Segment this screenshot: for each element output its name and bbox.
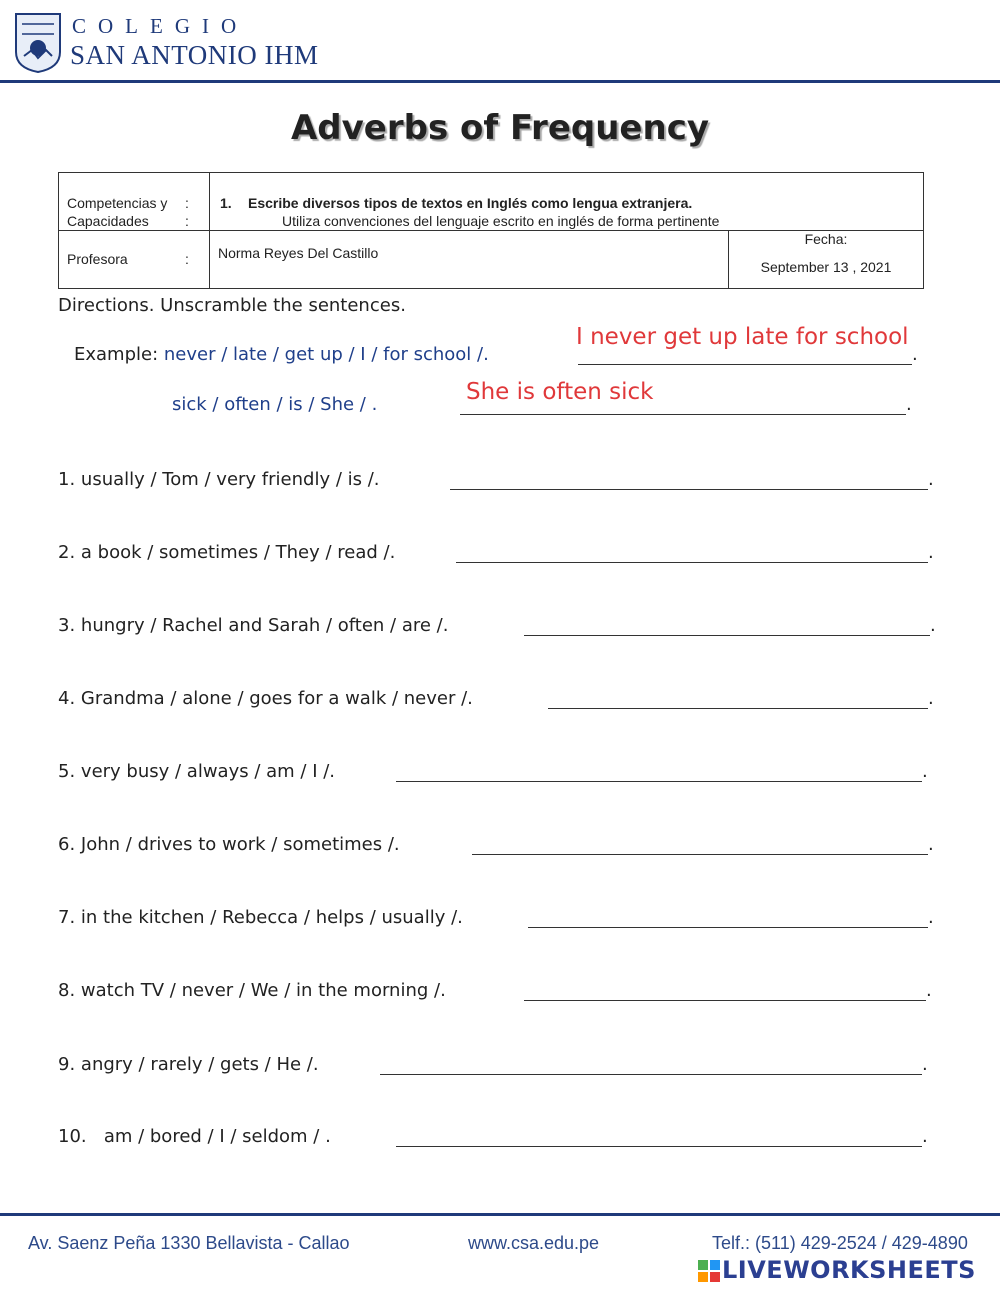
line-end: .	[928, 688, 934, 709]
item-number: 2.	[58, 542, 76, 563]
line-end: .	[930, 615, 936, 636]
item-text: John / drives to work / sometimes /.	[80, 834, 400, 855]
footer-phone: Telf.: (511) 429-2524 / 429-4890	[712, 1233, 968, 1253]
example-row-1	[74, 344, 489, 365]
item-text: hungry / Rachel and Sarah / often / are /.	[80, 615, 449, 636]
fecha-label: Fecha:	[804, 231, 848, 247]
competencia-number: 1.	[220, 195, 232, 211]
item-number: 10.	[58, 1126, 87, 1147]
example-answer-line-1	[578, 364, 912, 365]
school-crest-icon	[14, 12, 62, 74]
answer-line-10[interactable]	[396, 1146, 922, 1147]
item-text: watch TV / never / We / in the morning /.	[80, 980, 446, 1001]
item-text: angry / rarely / gets / He /.	[80, 1054, 319, 1075]
info-table	[58, 172, 924, 289]
liveworksheets-brand[interactable]: LIVEWORKSHEETS	[722, 1256, 976, 1284]
answer-line-5[interactable]	[396, 781, 922, 782]
footer-address: Av. Saenz Peña 1330 Bellavista - Callao	[28, 1233, 350, 1253]
example-answer-1: I never get up late for school	[576, 324, 909, 350]
footer-website[interactable]: www.csa.edu.pe	[468, 1233, 600, 1253]
line-end: .	[928, 469, 934, 490]
liveworksheets-icon	[698, 1260, 720, 1282]
item-8	[58, 980, 446, 1001]
profesora-label-cell	[59, 231, 210, 289]
footer-divider	[0, 1213, 1000, 1216]
item-4	[58, 688, 473, 709]
colon: :	[185, 251, 189, 267]
competencias-label-1: Competencias y	[67, 195, 168, 211]
item-text: in the kitchen / Rebecca / helps / usually /.	[80, 907, 463, 928]
item-6	[58, 834, 400, 855]
line-end: .	[926, 980, 932, 1001]
fecha-value: September 13 , 2021	[760, 259, 892, 275]
competencias-label-cell	[59, 173, 210, 231]
line-end: .	[922, 1054, 928, 1075]
item-10	[58, 1126, 331, 1147]
answer-line-9[interactable]	[380, 1074, 922, 1075]
header-divider	[0, 80, 1000, 83]
answer-line-6[interactable]	[472, 854, 928, 855]
answer-line-2[interactable]	[456, 562, 928, 563]
item-5	[58, 761, 335, 782]
directions: Directions. Unscramble the sentences.	[58, 295, 406, 316]
item-7	[58, 907, 463, 928]
competencias-label-2: Capacidades	[67, 213, 149, 229]
answer-line-1[interactable]	[450, 489, 928, 490]
example-answer-line-2	[460, 414, 906, 415]
item-number: 9.	[58, 1054, 76, 1075]
page-title: Adverbs of Frequency	[290, 108, 710, 148]
item-number: 3.	[58, 615, 76, 636]
answer-line-8[interactable]	[524, 1000, 926, 1001]
item-3	[58, 615, 448, 636]
line-end: .	[906, 394, 912, 415]
competencias-value-cell	[210, 173, 924, 231]
answer-line-7[interactable]	[528, 927, 928, 928]
example-scramble-2: sick / often / is / She / .	[172, 394, 378, 415]
item-number: 6.	[58, 834, 76, 855]
item-9	[58, 1054, 319, 1075]
item-text: usually / Tom / very friendly / is /.	[80, 469, 380, 490]
answer-line-3[interactable]	[524, 635, 930, 636]
competencia-line1: Escribe diversos tipos de textos en Inglés como lengua extranjera.	[248, 195, 693, 211]
example-scramble-1: never / late / get up / I / for school /.	[163, 344, 489, 365]
item-text: am / bored / I / seldom / .	[103, 1126, 331, 1147]
answer-line-4[interactable]	[548, 708, 928, 709]
line-end: .	[928, 834, 934, 855]
example-answer-2: She is often sick	[466, 379, 654, 405]
profesora-name: Norma Reyes Del Castillo	[218, 245, 379, 261]
competencia-line2: Utiliza convenciones del lenguaje escrito en inglés de forma pertinente	[282, 213, 720, 229]
item-text: very busy / always / am / I /.	[80, 761, 336, 782]
colon: :	[185, 213, 189, 229]
item-number: 5.	[58, 761, 76, 782]
profesora-value-cell	[210, 231, 729, 289]
line-end: .	[922, 761, 928, 782]
item-number: 7.	[58, 907, 76, 928]
example-label: Example:	[74, 344, 159, 365]
school-name-line1: COLEGIO	[72, 14, 249, 38]
colon: :	[185, 195, 189, 211]
fecha-cell	[729, 231, 924, 289]
item-2	[58, 542, 395, 563]
school-name-line2: SAN ANTONIO IHM	[70, 40, 319, 70]
line-end: .	[922, 1126, 928, 1147]
item-number: 1.	[58, 469, 76, 490]
line-end: .	[928, 542, 934, 563]
item-number: 8.	[58, 980, 76, 1001]
item-text: a book / sometimes / They / read /.	[80, 542, 396, 563]
line-end: .	[912, 344, 918, 365]
line-end: .	[928, 907, 934, 928]
profesora-label: Profesora	[67, 251, 128, 267]
item-text: Grandma / alone / goes for a walk / never /.	[80, 688, 473, 709]
item-1	[58, 469, 380, 490]
item-number: 4.	[58, 688, 76, 709]
